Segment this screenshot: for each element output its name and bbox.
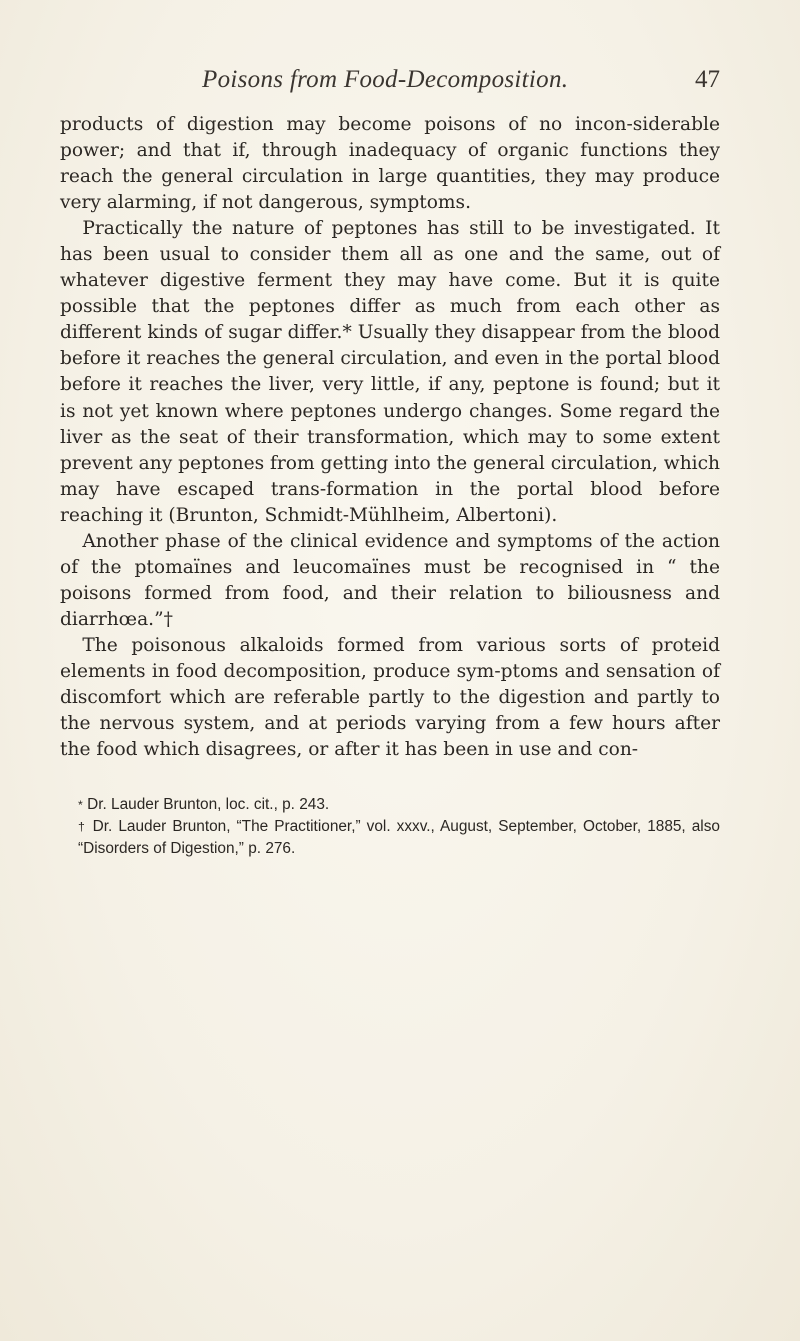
footnotes bbox=[60, 794, 720, 860]
footnote-1-mark: * bbox=[78, 798, 83, 812]
footnote-2-mark: † bbox=[78, 820, 87, 834]
running-head bbox=[60, 66, 720, 100]
footnote-2 bbox=[60, 816, 720, 860]
footnote-1 bbox=[60, 794, 720, 816]
paragraph-4: The poisonous alkaloids formed from various sorts of proteid elements in food decomposition, produce sym-ptoms and sensation of discomfort which are referable partly to the digestion and partly to the nervous system, and at periods varying from a few hours after the food which disagrees, or after it has been in use and con- bbox=[60, 634, 720, 761]
paragraph-1: products of digestion may become poisons of no incon-siderable power; and that if, through inadequacy of organic functions they reach the general circulation in large quantities, they may produce very alarming, if not dangerous, symptoms. bbox=[60, 114, 720, 214]
footnote-2-text: Dr. Lauder Brunton, “The Practitioner,” vol. xxxv., August, September, October, 1885, also “Disorders of Digestion,” p. 276. bbox=[78, 818, 720, 857]
footnote-1-text: Dr. Lauder Brunton, loc. cit., p. 243. bbox=[87, 796, 330, 813]
running-title: Poisons from Food-Decomposition. bbox=[202, 66, 569, 93]
body-text bbox=[60, 112, 720, 763]
page-number: 47 bbox=[695, 66, 720, 93]
paragraph-2: Practically the nature of peptones has still to be investigated. It has been usual to consider them all as one and the same, out of whatever digestive ferment they may have come. But it is quite possible that the peptones differ as much from each other as different kinds of sugar differ.* Usually they disappear from the blood before it reaches the general circulation, and even in the portal blood before it reaches the liver, very little, if any, peptone is found; but it is not yet known where peptones undergo changes. Some regard the liver as the seat of their transformation, which may to some extent prevent any peptones from getting into the general circulation, which may have escaped trans-formation in the portal blood before reaching it (Brunton, Schmidt-Mühlheim, Albertoni). bbox=[60, 218, 721, 526]
paragraph-3: Another phase of the clinical evidence and symptoms of the action of the ptomaïnes and leucomaïnes must be recognised in “ the poisons formed from food, and their relation to biliousness and diarrhœa.”† bbox=[60, 530, 720, 630]
